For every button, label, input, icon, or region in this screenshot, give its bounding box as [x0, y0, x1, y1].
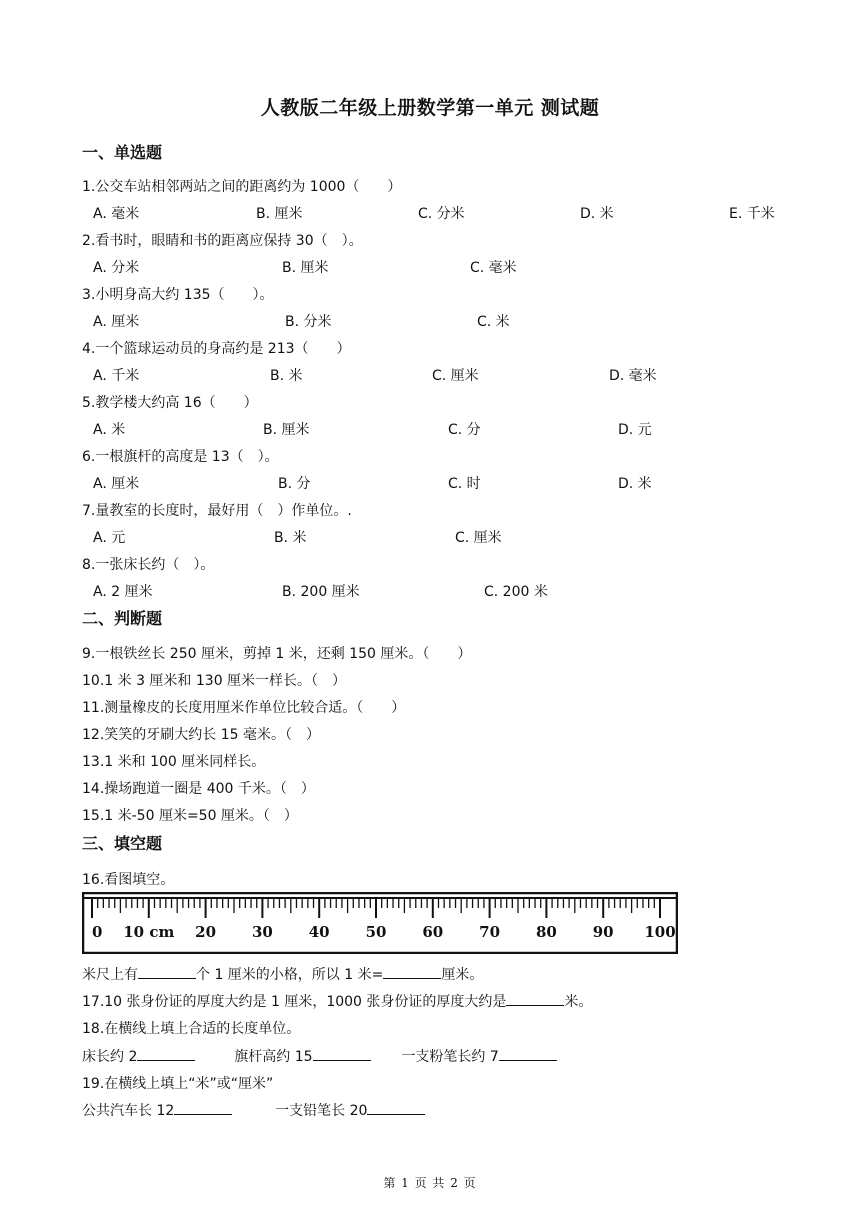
- question-2: 2.看书时，眼睛和书的距离应保持 30（ ）。: [82, 233, 363, 249]
- item-pencil-length: 一支铅笔长 20: [275, 1103, 368, 1119]
- question-16: 16.看图填空。: [82, 872, 175, 888]
- question-3-options: [93, 311, 793, 331]
- question-3: 3.小明身高大约 135（ ）。: [82, 287, 274, 303]
- option-e: E. 千米: [729, 206, 775, 222]
- ruler-label: 0: [92, 923, 103, 941]
- option-d: D. 米: [580, 206, 614, 222]
- fill-text-c: 厘米。: [441, 967, 484, 983]
- page-footer: 第 1 页 共 2 页: [383, 1176, 477, 1190]
- option-b: B. 米: [274, 530, 307, 546]
- ruler-label: 20: [195, 923, 217, 941]
- answer-blank[interactable]: [313, 1046, 371, 1061]
- answer-blank[interactable]: [499, 1046, 557, 1061]
- option-d: D. 米: [618, 476, 652, 492]
- question-18: 18.在横线上填上合适的长度单位。: [82, 1021, 301, 1037]
- option-d: D. 元: [618, 422, 652, 438]
- question-11: 11.测量橡皮的长度用厘米作单位比较合适。（ ）: [82, 700, 406, 716]
- item-flagpole-height: 旗杆高约 15: [234, 1049, 313, 1065]
- option-c: C. 毫米: [470, 260, 517, 276]
- question-5: 5.教学楼大约高 16（ ）: [82, 395, 258, 411]
- answer-blank[interactable]: [174, 1100, 232, 1115]
- ruler-label: 90: [592, 923, 614, 941]
- question-14: 14.操场跑道一圈是 400 千米。（ ）: [82, 781, 315, 797]
- question-16-fill-line: [82, 964, 483, 984]
- option-d: D. 毫米: [609, 368, 657, 384]
- ruler-label: 100: [644, 923, 676, 941]
- question-15: 15.1 米-50 厘米=50 厘米。（ ）: [82, 808, 298, 824]
- page-title: 人教版二年级上册数学第一单元 测试题: [260, 97, 600, 119]
- question-8-options: [93, 581, 793, 601]
- question-2-options: [93, 257, 793, 277]
- question-8: 8.一张床长约（ ）。: [82, 557, 215, 573]
- fill-text-b: 个 1 厘米的小格，所以 1 米=: [196, 967, 384, 983]
- option-a: A. 2 厘米: [93, 584, 153, 600]
- answer-blank[interactable]: [506, 991, 564, 1006]
- option-c: C. 分米: [418, 206, 465, 222]
- option-a: A. 毫米: [93, 206, 140, 222]
- question-17-unit: 米。: [564, 994, 593, 1010]
- option-b: B. 200 厘米: [282, 584, 360, 600]
- question-1-options: [93, 203, 793, 223]
- option-c: C. 厘米: [432, 368, 479, 384]
- item-bed-length: 床长约 2: [82, 1049, 138, 1065]
- question-5-options: [93, 419, 793, 439]
- question-9: 9.一根铁丝长 250 厘米，剪掉 1 米，还剩 150 厘米。（ ）: [82, 646, 472, 662]
- section-heading-fill-blank: 三、填空题: [82, 834, 163, 853]
- item-bus-length: 公共汽车长 12: [82, 1103, 175, 1119]
- question-10: 10.1 米 3 厘米和 130 厘米一样长。（ ）: [82, 673, 347, 689]
- option-a: A. 分米: [93, 260, 140, 276]
- question-1: 1.公交车站相邻两站之间的距离约为 1000（ ）: [82, 179, 402, 195]
- option-b: B. 厘米: [256, 206, 303, 222]
- section-heading-single-choice: 一、单选题: [82, 143, 163, 162]
- question-19: 19.在横线上填上“米”或“厘米”: [82, 1076, 274, 1092]
- ruler-label: 80: [535, 923, 557, 941]
- question-13: 13.1 米和 100 厘米同样长。: [82, 754, 266, 770]
- option-c: C. 200 米: [484, 584, 548, 600]
- ruler-label: 10 cm: [123, 923, 175, 941]
- option-c: C. 时: [448, 476, 481, 492]
- question-7: 7.量教室的长度时，最好用（ ）作单位。.: [82, 503, 352, 519]
- question-12: 12.笑笑的牙刷大约长 15 毫米。（ ）: [82, 727, 320, 743]
- option-b: B. 厘米: [282, 260, 329, 276]
- question-17-text: 17.10 张身份证的厚度大约是 1 厘米，1000 张身份证的厚度大约是: [82, 994, 507, 1010]
- option-a: A. 厘米: [93, 314, 140, 330]
- answer-blank[interactable]: [383, 964, 441, 979]
- option-c: C. 米: [477, 314, 510, 330]
- meter-ruler-image: [82, 892, 678, 954]
- fill-text-a: 米尺上有: [82, 967, 138, 983]
- option-c: C. 分: [448, 422, 481, 438]
- question-17: [82, 991, 592, 1011]
- option-a: A. 元: [93, 530, 126, 546]
- question-4: 4.一个篮球运动员的身高约是 213（ ）: [82, 341, 351, 357]
- option-a: A. 厘米: [93, 476, 140, 492]
- question-4-options: [93, 365, 793, 385]
- ruler-label: 70: [479, 923, 501, 941]
- item-chalk-length: 一支粉笔长约 7: [401, 1049, 499, 1065]
- option-b: B. 分米: [285, 314, 332, 330]
- question-18-items: [82, 1046, 557, 1066]
- section-heading-true-false: 二、判断题: [82, 609, 163, 628]
- ruler-label: 60: [422, 923, 444, 941]
- question-6: 6.一根旗杆的高度是 13（ ）。: [82, 449, 279, 465]
- answer-blank[interactable]: [137, 1046, 195, 1061]
- ruler-label: 40: [308, 923, 330, 941]
- option-b: B. 米: [270, 368, 303, 384]
- ruler-label: 50: [365, 923, 387, 941]
- answer-blank[interactable]: [138, 964, 196, 979]
- option-a: A. 千米: [93, 368, 140, 384]
- option-a: A. 米: [93, 422, 126, 438]
- question-6-options: [93, 473, 793, 493]
- option-b: B. 厘米: [263, 422, 310, 438]
- answer-blank[interactable]: [367, 1100, 425, 1115]
- ruler-label: 30: [251, 923, 273, 941]
- option-c: C. 厘米: [455, 530, 502, 546]
- question-7-options: [93, 527, 793, 547]
- question-19-items: [82, 1100, 425, 1120]
- option-b: B. 分: [278, 476, 311, 492]
